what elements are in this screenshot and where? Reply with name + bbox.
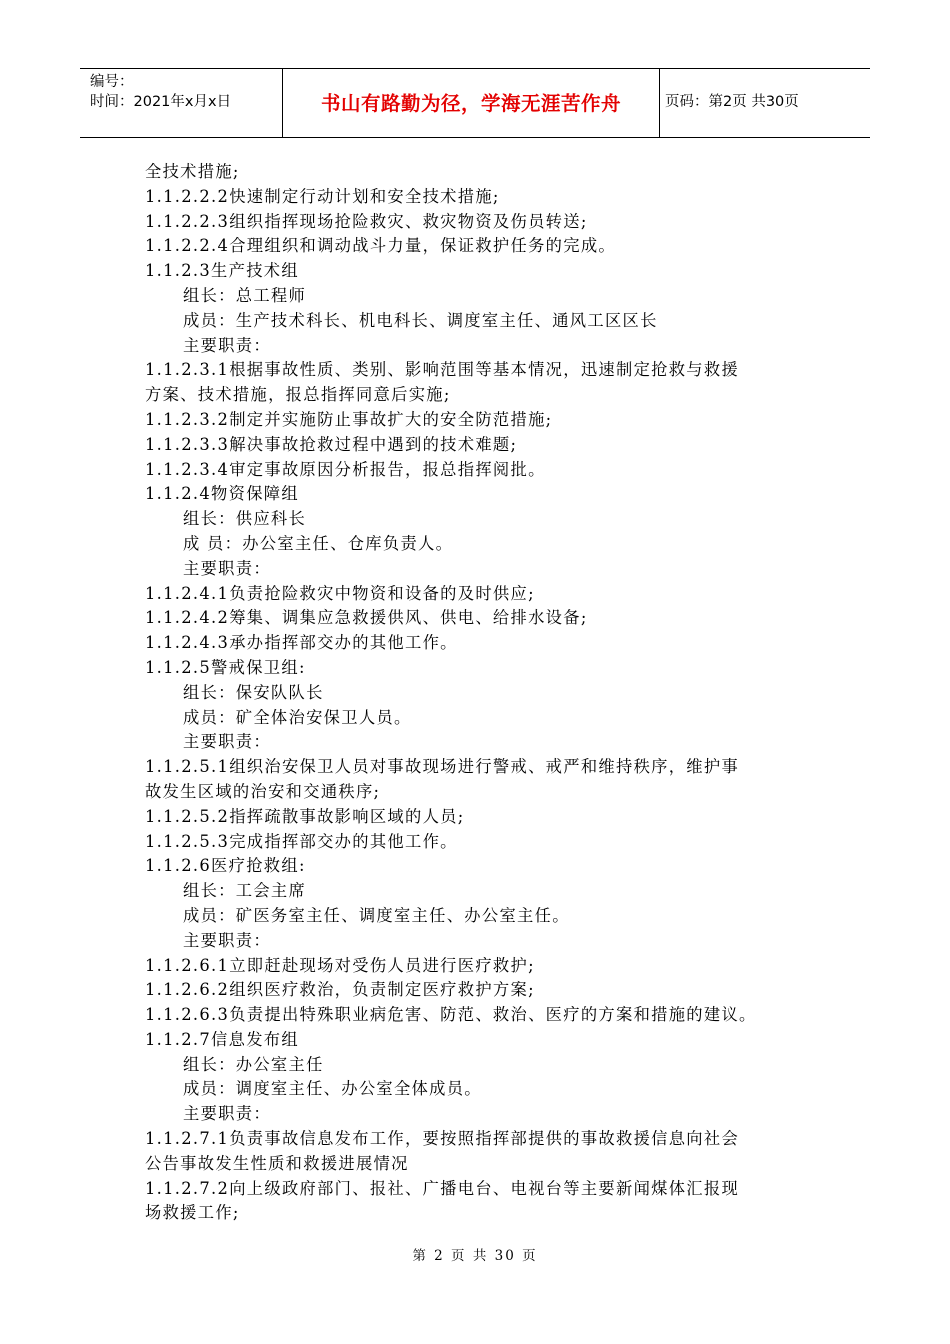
paragraph-line: 1.1.2.3.3解决事故抢救过程中遇到的技术难题; xyxy=(145,434,518,454)
indented-paragraph-line: 成 员：办公室主任、仓库负责人。 xyxy=(183,533,454,553)
document-number-label: 编号： xyxy=(90,74,134,90)
indented-paragraph-line: 主要职责： xyxy=(183,732,271,752)
paragraph-line: 1.1.2.6医疗抢救组: xyxy=(145,856,306,876)
paragraph-line: 1.1.2.4.2筹集、调集应急救援供风、供电、给排水设备; xyxy=(145,608,588,628)
paragraph-line: 1.1.2.3.1根据事故性质、类别、影响范围等基本情况，迅速制定抢救与救援 xyxy=(145,360,740,380)
paragraph-line: 1.1.2.3生产技术组 xyxy=(145,261,299,281)
page-footer: 第 2 页 共 30 页 xyxy=(412,1248,538,1264)
paragraph-line: 1.1.2.6.1立即赶赴现场对受伤人员进行医疗救护; xyxy=(145,955,535,975)
document-time-label: 时间：2021年x月x日 xyxy=(90,94,232,110)
indented-paragraph-line: 主要职责： xyxy=(183,558,271,578)
indented-paragraph-line: 主要职责： xyxy=(183,930,271,950)
paragraph-line: 1.1.2.6.2组织医疗救治，负责制定医疗救护方案; xyxy=(145,980,535,1000)
paragraph-line: 故发生区域的治安和交通秩序; xyxy=(145,781,381,801)
paragraph-line: 1.1.2.4.3承办指挥部交办的其他工作。 xyxy=(145,633,458,653)
indented-paragraph-line: 主要职责： xyxy=(183,1104,271,1124)
page-header xyxy=(80,68,870,138)
paragraph-line: 1.1.2.3.2制定并实施防止事故扩大的安全防范措施; xyxy=(145,409,553,429)
paragraph-line: 1.1.2.5.2指挥疏散事故影响区域的人员; xyxy=(145,806,465,826)
paragraph-line: 1.1.2.7.2向上级政府部门、报社、广播电台、电视台等主要新闻煤体汇报现 xyxy=(145,1178,740,1198)
paragraph-line: 公告事故发生性质和救援进展情况 xyxy=(145,1153,409,1173)
paragraph-line: 场救援工作; xyxy=(145,1203,240,1223)
paragraph-line: 方案、技术措施，报总指挥同意后实施; xyxy=(145,385,451,405)
indented-paragraph-line: 成员：矿全体治安保卫人员。 xyxy=(183,707,412,727)
paragraph-line: 1.1.2.2.2快速制定行动计划和安全技术措施; xyxy=(145,186,500,206)
indented-paragraph-line: 成员：调度室主任、办公室全体成员。 xyxy=(183,1079,482,1099)
indented-paragraph-line: 组长：总工程师 xyxy=(183,285,307,305)
indented-paragraph-line: 组长：工会主席 xyxy=(183,881,307,901)
paragraph-line: 1.1.2.5.3完成指挥部交办的其他工作。 xyxy=(145,831,458,851)
paragraph-line: 1.1.2.2.4合理组织和调动战斗力量，保证救护任务的完成。 xyxy=(145,236,616,256)
indented-paragraph-line: 组长：保安队队长 xyxy=(183,682,324,702)
header-slogan: 书山有路勤为径，学海无涯苦作舟 xyxy=(320,92,621,115)
paragraph-line: 全技术措施; xyxy=(145,162,240,181)
indented-paragraph-line: 主要职责： xyxy=(183,335,271,355)
paragraph-line: 1.1.2.3.4审定事故原因分析报告，报总指挥阅批。 xyxy=(145,459,546,479)
indented-paragraph-line: 成员：生产技术科长、机电科长、调度室主任、通风工区区长 xyxy=(183,310,658,330)
indented-paragraph-line: 成员：矿医务室主任、调度室主任、办公室主任。 xyxy=(183,905,570,925)
header-slogan-cell xyxy=(283,69,660,137)
document-body xyxy=(145,160,825,1226)
indented-paragraph-line: 组长：办公室主任 xyxy=(183,1054,324,1074)
header-info-cell xyxy=(80,69,283,137)
header-page-number: 页码：第2页 共30页 xyxy=(665,94,799,110)
paragraph-line: 1.1.2.4物资保障组 xyxy=(145,484,299,504)
paragraph-line: 1.1.2.5警戒保卫组: xyxy=(145,657,306,677)
paragraph-line: 1.1.2.7.1负责事故信息发布工作，要按照指挥部提供的事故救援信息向社会 xyxy=(145,1129,740,1149)
paragraph-line: 1.1.2.5.1组织治安保卫人员对事故现场进行警戒、戒严和维持秩序，维护事 xyxy=(145,757,740,777)
paragraph-line: 1.1.2.4.1负责抢险救灾中物资和设备的及时供应; xyxy=(145,583,535,603)
header-page-cell xyxy=(660,69,870,137)
paragraph-line: 1.1.2.2.3组织指挥现场抢险救灾、救灾物资及伤员转送; xyxy=(145,211,588,231)
paragraph-line: 1.1.2.6.3负责提出特殊职业病危害、防范、救治、医疗的方案和措施的建议。 xyxy=(145,1005,757,1025)
paragraph-line: 1.1.2.7信息发布组 xyxy=(145,1029,299,1049)
indented-paragraph-line: 组长：供应科长 xyxy=(183,509,307,529)
